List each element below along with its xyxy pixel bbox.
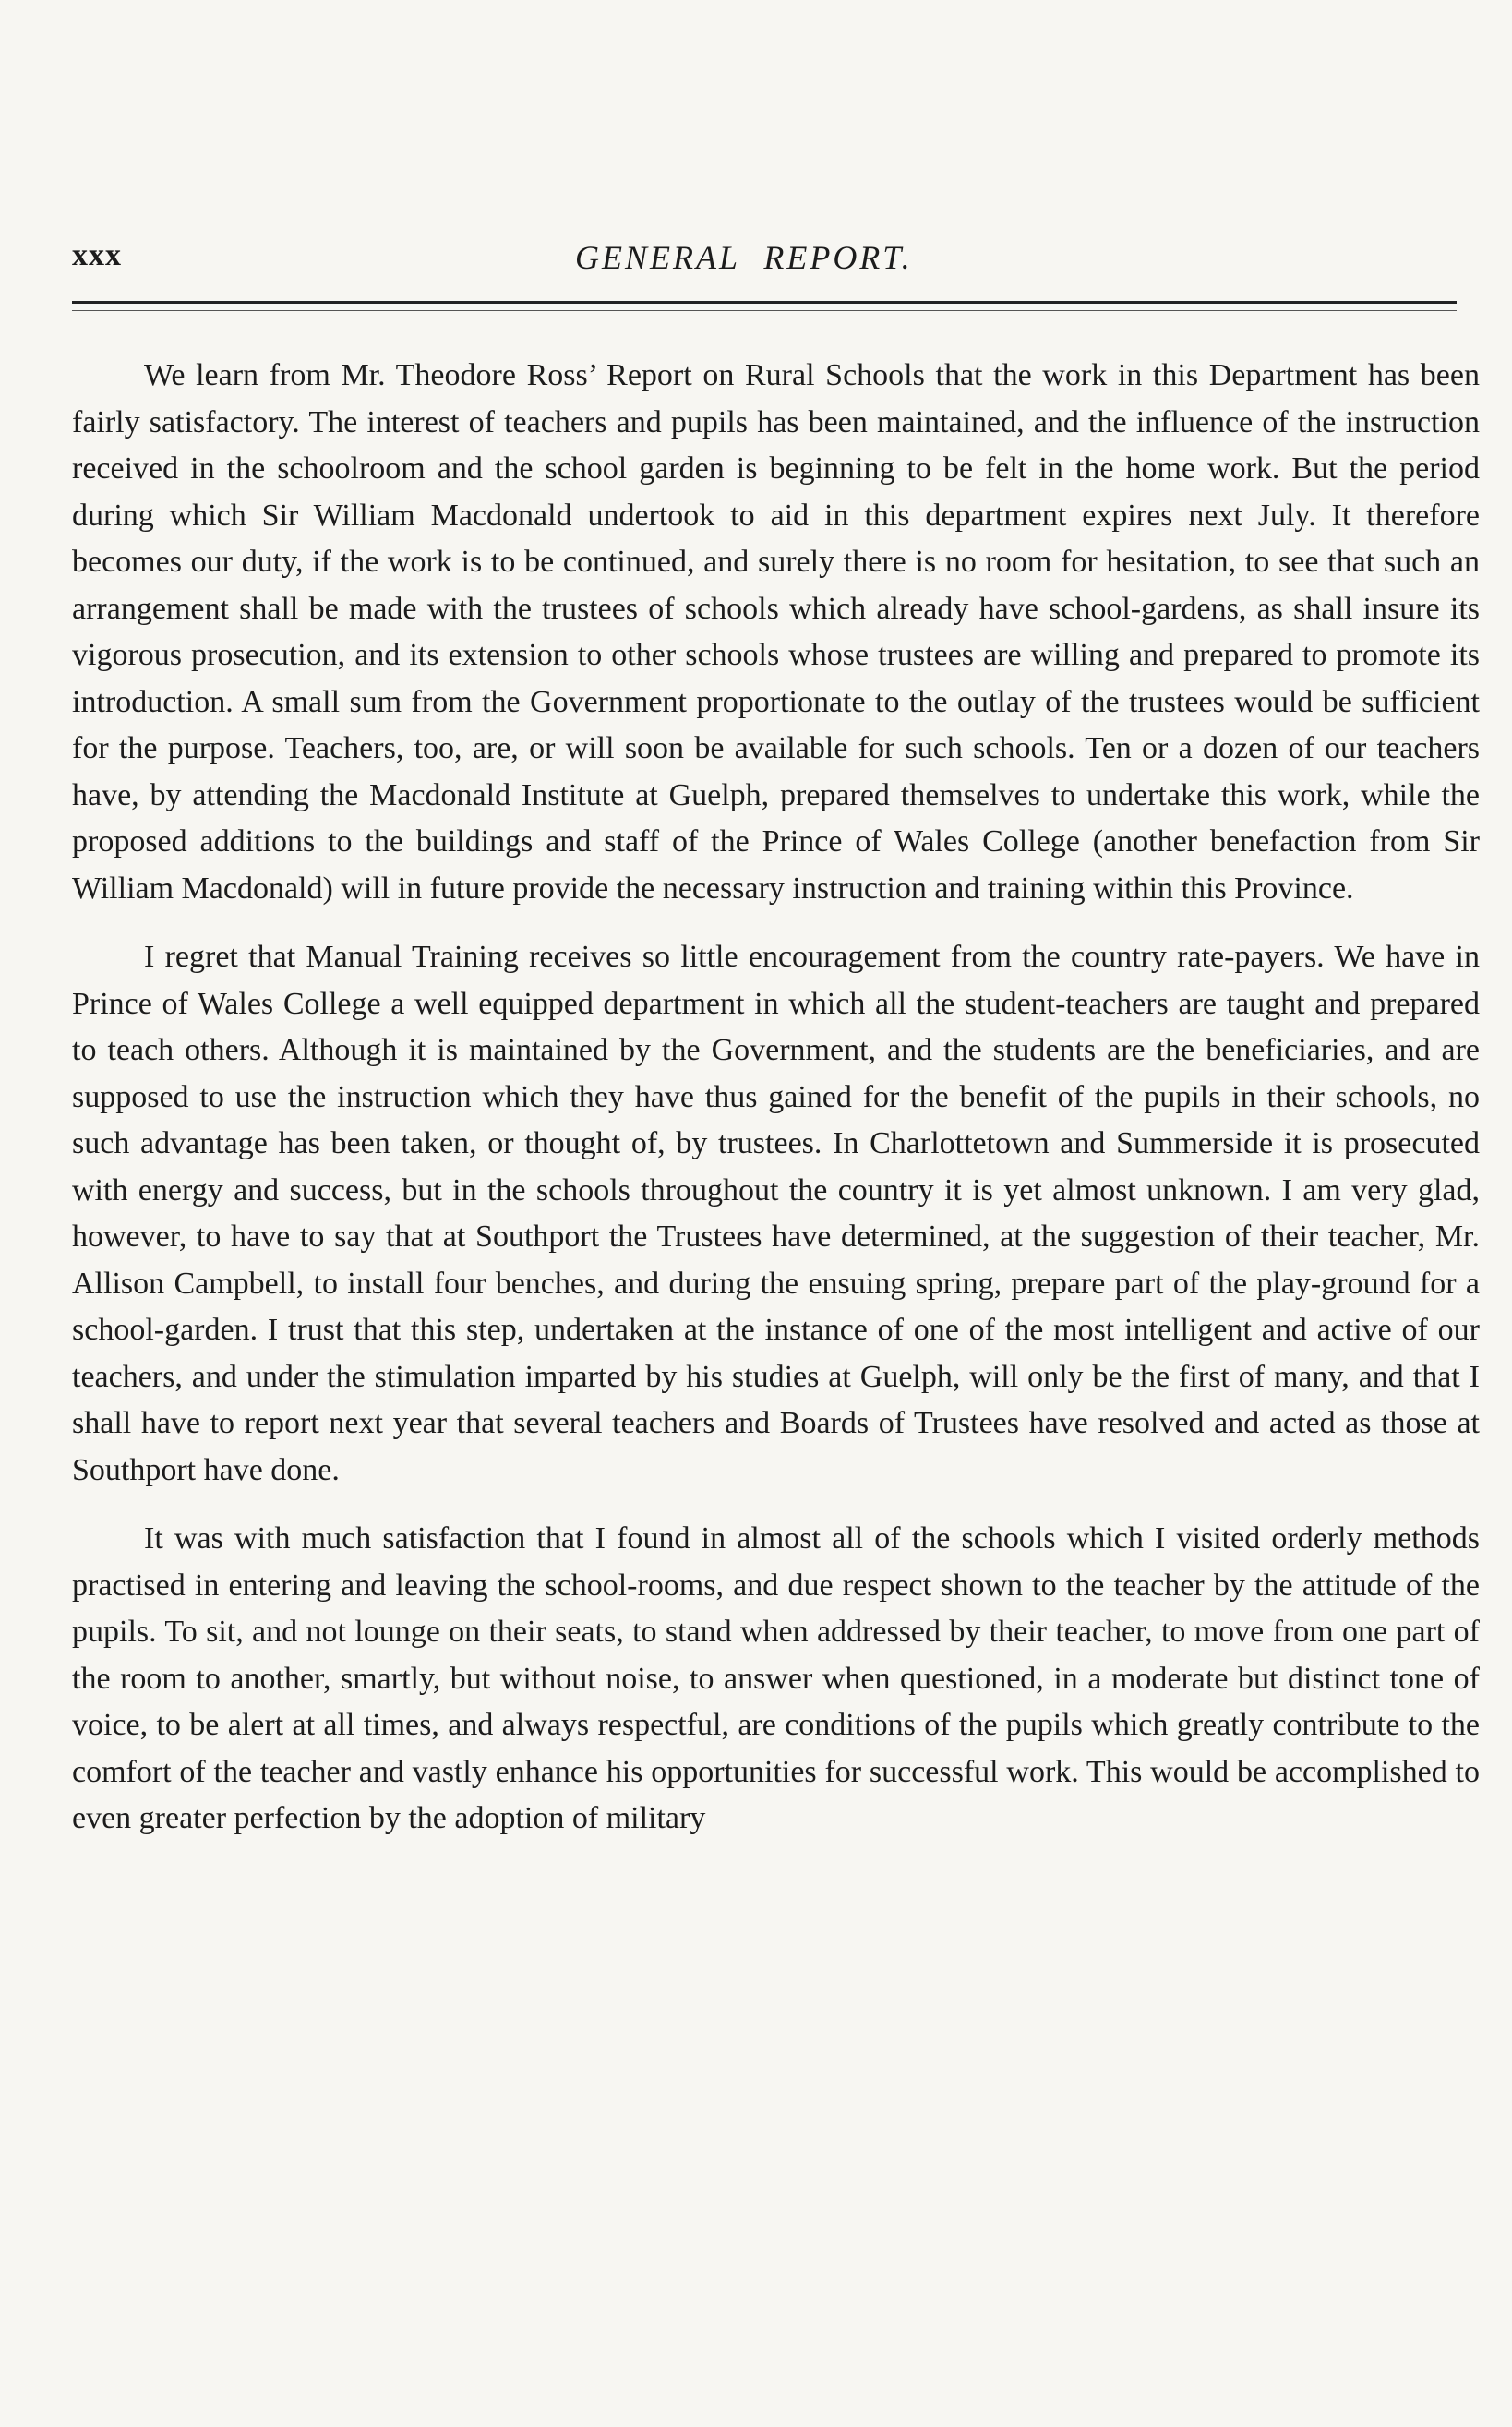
paragraph-manual-training: I regret that Manual Training receives so little encouragement from the country rate-payers. We have in Prince of Wales College a well equipped department in which all the student-teachers are taught and prepared to teach others. Although it is maintained by the Government, and the students are the beneficiaries, and are supposed to use the instruction which they have thus gained for the benefit of the pupils in their schools, no such advantage has been taken, or thought of, by trustees. In Charlottetown and Summerside it is prosecuted with energy and success, but in the schools throughout the country it is yet almost unknown. I am very glad, however, to have to say that at Southport the Trustees have determined, at the suggestion of their teacher, Mr. Allison Campbell, to install four benches, and during the ensuing spring, prepare part of the play-ground for a school-garden. I trust that this step, undertaken at the instance of one of the most intelligent and active of our teachers, and under the stimulation imparted by his studies at Guelph, will only be the first of many, and that I shall have to report next year that several teachers and Boards of Trustees have resolved and acted as those at Southport have done. <box>72 940 1480 1487</box>
paragraph-school-discipline: It was with much satisfaction that I found in almost all of the schools which I visited orderly methods practised in entering and leaving the school-rooms, and due respect shown to the teacher by the attitude of the pupils. To sit, and not lounge on their seats, to stand when addressed by their teacher, to move from one part of the room to another, smartly, but without noise, to answer when questioned, in a moderate but distinct tone of voice, to be alert at all times, and always respectful, are conditions of the pupils which greatly contribute to the comfort of the teacher and vastly enhance his opportunities for successful work. This would be accomplished to even greater perfection by the adoption of military <box>72 1521 1480 1835</box>
report-body <box>72 353 1480 1843</box>
running-title: GENERAL REPORT. <box>575 239 913 276</box>
header-rule <box>72 301 1457 304</box>
page-header <box>72 238 1457 282</box>
header-rule-thin <box>72 310 1457 311</box>
paragraph-rural-schools: We learn from Mr. Theodore Ross’ Report on Rural Schools that the work in this Department has been fairly satisfactory. The interest of teachers and pupils has been maintained, and the influence of the instruction received in the schoolroom and the school garden is beginning to be felt in the home work. But the period during which Sir William Macdonald undertook to aid in this department expires next July. It therefore becomes our duty, if the work is to be continued, and surely there is no room for hesitation, to see that such an arrangement shall be made with the trustees of schools which already have school-gardens, as shall insure its vigorous prosecution, and its extension to other schools whose trustees are willing and prepared to promote its introduction. A small sum from the Government proportionate to the outlay of the trustees would be sufficient for the purpose. Teachers, too, are, or will soon be available for such schools. Ten or a dozen of our teachers have, by attending the Macdonald Institute at Guelph, prepared themselves to undertake this work, while the proposed additions to the buildings and staff of the Prince of Wales College (another benefaction from Sir William Macdonald) will in future provide the necessary instruction and training within this Province. <box>72 358 1480 906</box>
page-number: xxx <box>72 238 122 272</box>
